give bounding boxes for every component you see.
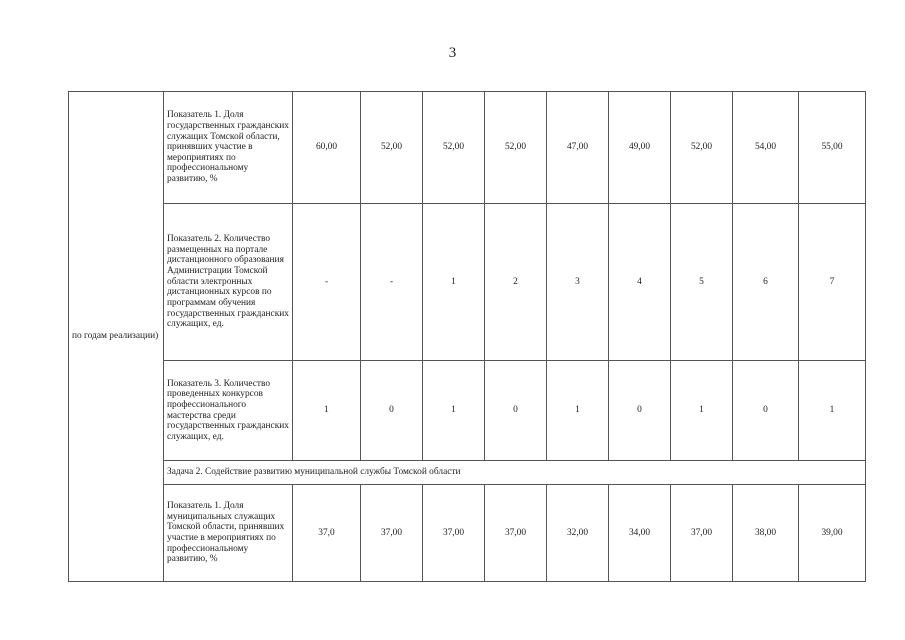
value-cell: 3: [547, 204, 609, 361]
value-cell: 1: [547, 361, 609, 461]
value-cell: -: [293, 204, 361, 361]
value-cell: 0: [609, 361, 671, 461]
table-row: [69, 92, 866, 204]
indicator-label: Показатель 1. Доля государственных гражданских служащих Томской области, принявших участие в мероприятиях по профессиональному развитию, %: [164, 92, 293, 204]
value-cell: 4: [609, 204, 671, 361]
value-cell: 1: [423, 204, 485, 361]
indicator-label: Показатель 1. Доля муниципальных служащих Томской области, принявших участие в мероприятиях по профессиональному развитию, %: [164, 485, 293, 582]
value-cell: 7: [799, 204, 866, 361]
value-cell: 37,00: [671, 485, 733, 582]
value-cell: 55,00: [799, 92, 866, 204]
value-cell: 37,00: [361, 485, 423, 582]
value-cell: 2: [485, 204, 547, 361]
indicators-table: [68, 91, 866, 582]
value-cell: 6: [733, 204, 799, 361]
task-row: [69, 461, 866, 485]
task-title: Задача 2. Содействие развитию муниципальной службы Томской области: [164, 461, 866, 485]
value-cell: 38,00: [733, 485, 799, 582]
value-cell: 0: [361, 361, 423, 461]
table-row: [69, 361, 866, 461]
value-cell: 1: [293, 361, 361, 461]
value-cell: 54,00: [733, 92, 799, 204]
value-cell: 52,00: [423, 92, 485, 204]
value-cell: 0: [485, 361, 547, 461]
table-row: [69, 204, 866, 361]
table-row: [69, 485, 866, 582]
value-cell: -: [361, 204, 423, 361]
value-cell: 60,00: [293, 92, 361, 204]
value-cell: 39,00: [799, 485, 866, 582]
indicator-label: Показатель 3. Количество проведенных конкурсов профессионального мастерства среди государственных гражданских служащих, ед.: [164, 361, 293, 461]
indicator-label: Показатель 2. Количество размещенных на портале дистанционного образования Администрации Томской области электронных дистанционных курсов по программам обучения государственных гражданских служащих, ед.: [164, 204, 293, 361]
value-cell: 37,00: [423, 485, 485, 582]
value-cell: 49,00: [609, 92, 671, 204]
period-label: по годам реализации): [69, 92, 164, 582]
value-cell: 37,00: [485, 485, 547, 582]
value-cell: 0: [733, 361, 799, 461]
value-cell: 1: [671, 361, 733, 461]
value-cell: 1: [423, 361, 485, 461]
value-cell: 52,00: [361, 92, 423, 204]
value-cell: 52,00: [485, 92, 547, 204]
value-cell: 47,00: [547, 92, 609, 204]
value-cell: 5: [671, 204, 733, 361]
page-number: 3: [448, 45, 457, 61]
value-cell: 52,00: [671, 92, 733, 204]
value-cell: 34,00: [609, 485, 671, 582]
value-cell: 1: [799, 361, 866, 461]
value-cell: 37,0: [293, 485, 361, 582]
value-cell: 32,00: [547, 485, 609, 582]
